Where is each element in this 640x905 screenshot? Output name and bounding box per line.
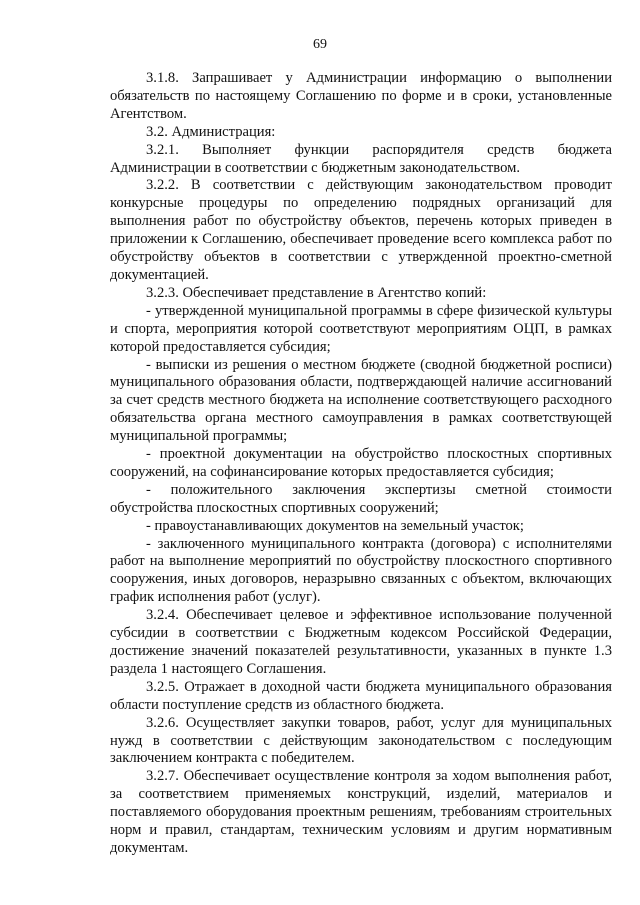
paragraph-3-2: 3.2. Администрация: [146,123,276,140]
paragraph-3-2-4: 3.2.4. Обеспечивает целевое и эффективное использование полученной субсидии в соответствии с Бюджетным кодексом Российской Федерации, достижение значений показателей результативности, указанных в пункте 1.3 раздела 1 настоящего Соглашения. [110,607,612,677]
list-item-expertise-conclusion: - положительного заключения экспертизы сметной стоимости обустройства плоскостных спортивных сооружений; [110,481,612,516]
paragraph-3-2-3: 3.2.3. Обеспечивает представление в Агентство копий: [146,284,487,301]
document-body [110,70,612,858]
paragraph-3-2-7: 3.2.7. Обеспечивает осуществление контроля за ходом выполнения работ, за соответствием применяемых конструкций, изделий, материалов и поставляемого оборудования проектным решениям, требованиям строительных норм и правил, стандартам, техническим условиям и другим нормативным документам. [110,768,612,856]
page-number: 69 [313,37,327,52]
list-item-municipal-contract: - заключенного муниципального контракта (договора) с исполнителями работ на выполнение мероприятий по обустройству плоскостного спортивного сооружения, иных договоров, неразрывно связанных с объектом, включающих график исполнения работ (услуг). [110,535,612,606]
list-item-municipal-program: - утвержденной муниципальной программы в сфере физической культуры и спорта, мероприятия которой соответствуют мероприятиям ОЦП, в рамках которой предоставляется субсидия; [110,302,612,355]
list-item-budget-extract: - выписки из решения о местном бюджете (сводной бюджетной росписи) муниципального образования области, подтверждающей наличие ассигнований за счет средств местного бюджета на исполнение соответствующего расходного обязательства органа местного самоуправления в рамках соответствующей муниципальной программы; [110,356,612,445]
paragraph-3-2-6: 3.2.6. Осуществляет закупки товаров, работ, услуг для муниципальных нужд в соответствии с действующим законодательством с последующим заключением контракта с победителем. [110,714,612,767]
list-item-project-documentation: - проектной документации на обустройство плоскостных спортивных сооружений, на софинансирование которых предоставляется субсидия; [110,446,612,480]
paragraph-3-2-5: 3.2.5. Отражает в доходной части бюджета муниципального образования области поступление средств из областного бюджета. [110,678,612,713]
paragraph-3-2-1: 3.2.1. Выполняет функции распорядителя средств бюджета Администрации в соответствии с бюджетным законодательством. [110,141,612,176]
list-item-land-documents: - правоустанавливающих документов на земельный участок; [146,517,524,534]
paragraph-3-2-2: 3.2.2. В соответствии с действующим законодательством проводит конкурсные процедуры по определению подрядных организаций для выполнения работ по обустройству объектов, перечень которых приведен в приложении к Соглашению, обеспечивает проведение всего комплекса работ по обустройству объектов в соответствии с утвержденной проектно-сметной документацией. [110,177,612,283]
paragraph-3-1-8: 3.1.8. Запрашивает у Администрации информацию о выполнении обязательств по настоящему Соглашению по форме и в сроки, установленные Агентством. [110,70,612,122]
